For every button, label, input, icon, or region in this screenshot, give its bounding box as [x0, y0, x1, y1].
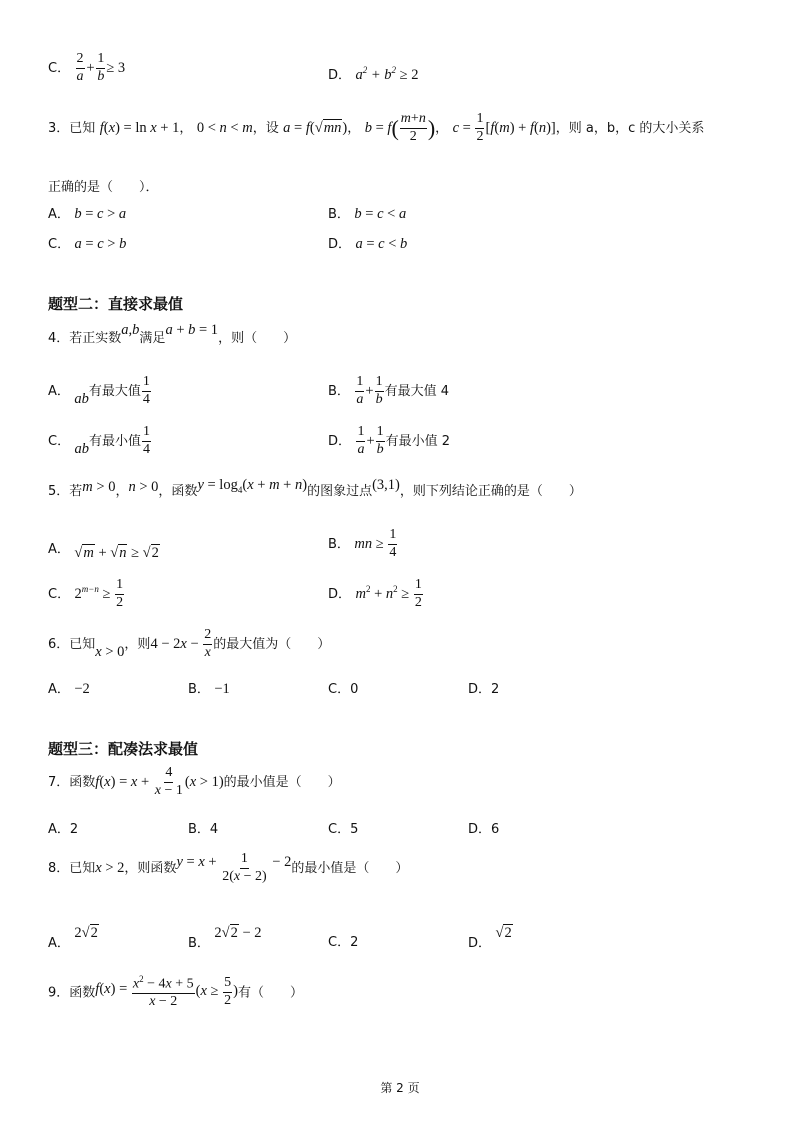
option-value: 2	[350, 935, 359, 950]
stem-text: 函数	[69, 775, 96, 791]
q3-option-d	[328, 233, 407, 253]
stem-text: ，则下列结论正确的是（ ）	[399, 484, 582, 499]
fraction: $\frac{1}{4}$	[143, 424, 151, 457]
option-text: 有最大值	[88, 384, 141, 400]
c-def: c =	[452, 120, 475, 137]
option-label: C．	[328, 822, 351, 837]
q3-option-b	[328, 203, 406, 223]
option-value: 2	[69, 822, 79, 837]
q4-option-a	[48, 375, 152, 407]
option-value: 0	[350, 682, 359, 697]
option-value: −2	[74, 681, 90, 697]
stem-text: 若正实数	[69, 331, 122, 346]
stem-text: ，函数	[158, 484, 198, 499]
option-value: 6	[491, 822, 500, 837]
function-def: f(x) =	[95, 980, 131, 997]
stem-text: ，则	[124, 637, 151, 653]
q7-option-d	[468, 818, 499, 837]
option-label: C．	[48, 434, 71, 450]
option-label: A．	[48, 207, 70, 222]
stem-text: 若	[69, 484, 83, 499]
fraction: $\frac{1}{a}$	[356, 374, 364, 407]
math-expr: a,b	[121, 322, 140, 338]
option-text: 有最大值 4	[384, 384, 449, 400]
q5-option-a	[48, 538, 160, 561]
stem-text: ，设	[252, 121, 279, 137]
question-number: 4．	[48, 331, 70, 346]
q6-option-b	[188, 678, 230, 698]
math-expr: mn ≥	[354, 536, 388, 553]
option-value: 2	[491, 682, 500, 697]
q5-option-b	[328, 528, 398, 560]
math-expr: $a^2 + b^2 \ge 2$	[355, 65, 419, 83]
q9-stem: 9．函数f(x) = $\frac{x^2 - 4x + 5}{x - 2}$ (x ≥ $\frac{5}{2}$ )有（ ）	[48, 974, 303, 1010]
option-label: A．	[48, 542, 70, 557]
condition: m > 0	[82, 479, 116, 495]
q8-option-d	[468, 922, 513, 951]
a-def: a = f(√mn)	[283, 120, 348, 137]
math-expr: b = c > a	[74, 206, 127, 222]
option-value: 4	[209, 822, 219, 837]
math-expr: ab	[74, 441, 90, 458]
fraction: $\frac{2}{x}$	[204, 627, 212, 660]
question-number: 5．	[48, 484, 70, 499]
fraction: $\frac{1}{2}$	[414, 577, 422, 610]
math-expr: √m + √n ≥ √2	[74, 545, 159, 561]
option-text: 有最小值	[89, 434, 142, 450]
q6-option-c	[328, 678, 358, 697]
fraction: $\frac{4}{x - 1}$	[154, 765, 183, 798]
option-label: D．	[328, 587, 352, 603]
q5-stem	[48, 477, 582, 501]
option-label: A．	[48, 936, 70, 951]
question-number: 9．	[48, 985, 70, 1001]
q7-stem: 7．函数f(x) = x + $\frac{4}{x - 1}$ (x > 1)的最小值是（ ）	[48, 765, 341, 798]
function-def: y = x +	[176, 854, 221, 871]
condition: 0 < n < m	[196, 120, 253, 137]
math-expr: b = c < a	[354, 206, 407, 222]
fraction: $\frac{2}{a}$	[76, 51, 84, 84]
stem-text: 的最小值是（ ）	[223, 775, 341, 791]
math-expr: 2√2	[74, 925, 98, 941]
condition: x > 2	[95, 860, 125, 877]
fraction: $\frac{1}{2}$	[476, 111, 484, 144]
section-heading: 题型三：配凑法求最值	[48, 740, 199, 758]
function-def: $y = \log_4(x + m + n)$	[197, 477, 308, 495]
stem-text: ，则函数	[124, 861, 177, 877]
stem-text: ，	[179, 121, 193, 137]
stem-text: 的最大值为（ ）	[213, 637, 331, 653]
option-label: A．	[48, 384, 70, 400]
function-def: f(x) = ln x + 1	[99, 120, 180, 137]
q5-option-d	[328, 578, 424, 610]
fraction: $\frac{1}{b}$	[375, 374, 383, 407]
stem-text: 已知	[69, 121, 96, 137]
q6-stem	[48, 628, 330, 660]
fraction: $\frac{1}{b}$	[376, 424, 384, 457]
stem-text: 的最小值是（ ）	[291, 861, 409, 877]
option-label: B．	[328, 384, 350, 400]
fraction: $\frac{m+n}{2}$	[400, 111, 426, 144]
option-value: −1	[214, 681, 230, 697]
q2-option-c: C． $\frac{2}{a}$ + $\frac{1}{b}$ ≥ 3	[48, 51, 126, 84]
condition: n > 0	[128, 479, 159, 495]
option-label: D．	[328, 68, 352, 83]
stem-text: 正确的是（ ）．	[48, 180, 159, 195]
math-expr: ab	[74, 391, 89, 408]
option-text: 有最小值 2	[385, 434, 451, 450]
fraction: $\frac{5}{2}$	[224, 975, 232, 1009]
fraction: $\frac{1}{2(x - 2)}$	[222, 851, 267, 884]
q4-option-d: D． $\frac{1}{a}$ + $\frac{1}{b}$ 有最小值 2	[328, 424, 451, 457]
option-label: C．	[48, 237, 71, 252]
q8-option-a	[48, 922, 99, 951]
q6-option-d	[468, 678, 499, 697]
function-def: f(x) = x +	[95, 774, 153, 791]
question-number: 8．	[48, 861, 70, 877]
stem-text: 已知	[69, 861, 96, 877]
q8-option-c	[328, 931, 358, 950]
q6-option-a	[48, 678, 90, 698]
option-label: C．	[328, 682, 351, 697]
question-number: 3．	[48, 121, 70, 137]
fraction: $\frac{1}{4}$	[142, 374, 150, 407]
option-label: D．	[468, 682, 492, 697]
option-label: B．	[188, 936, 210, 951]
stem-text: ，则（ ）	[218, 331, 297, 346]
q2-option-d	[328, 64, 418, 84]
option-label: A．	[48, 822, 70, 837]
option-value: 5	[350, 822, 359, 837]
option-label: D．	[328, 434, 352, 450]
option-label: B．	[328, 537, 350, 553]
q8-option-b	[188, 922, 262, 951]
math-expr: a = c > b	[74, 236, 127, 252]
stem-text: ，则 a，b，c 的大小关系	[555, 121, 705, 137]
condition: a + b = 1	[165, 322, 219, 338]
q4-option-c	[48, 425, 152, 457]
option-label: A．	[48, 682, 70, 697]
option-label: D．	[468, 936, 492, 951]
fraction: $\frac{1}{b}$	[97, 51, 105, 84]
stem-text: 有（ ）	[237, 985, 303, 1001]
fraction: $\frac{1}{2}$	[116, 577, 124, 610]
stem-text: 满足	[139, 331, 166, 346]
q4-option-b: B． $\frac{1}{a}$ + $\frac{1}{b}$ 有最大值 4	[328, 374, 449, 407]
stem-text: 函数	[69, 985, 96, 1001]
math-expr: 4 − 2x −	[150, 636, 203, 653]
option-label: B．	[188, 682, 210, 697]
fraction: $\frac{1}{a}$	[357, 424, 365, 457]
q4-stem	[48, 322, 297, 347]
condition: x > 0	[95, 644, 125, 661]
option-label: B．	[328, 207, 350, 222]
option-label: C．	[48, 587, 71, 603]
fraction: $\frac{x^2 - 4x + 5}{x - 2}$	[132, 974, 194, 1010]
stem-text: ，	[115, 484, 129, 499]
q5-option-c	[48, 578, 125, 610]
stem-text: 已知	[69, 637, 96, 653]
fraction: $\frac{1}{4}$	[389, 527, 397, 560]
math-expr: a = c < b	[355, 236, 408, 252]
q8-stem: 8．已知x > 2，则函数y = x + $\frac{1}{2(x - 2)}$ − 2的最小值是（ ）	[48, 851, 409, 884]
q7-option-a	[48, 818, 78, 837]
point: (3,1)	[372, 477, 400, 493]
math-expr: $m^2 + n^2$ ≥	[355, 584, 413, 603]
page-number: 第 2 页	[380, 1081, 420, 1095]
math-expr: $2^{m-n}$ ≥	[74, 584, 115, 603]
q3-option-c	[48, 233, 126, 253]
stem-text: 的图象过点	[307, 484, 373, 499]
q7-option-c	[328, 818, 358, 837]
question-number: 6．	[48, 637, 70, 653]
option-label: D．	[328, 237, 352, 252]
q7-option-b	[188, 818, 218, 837]
section-heading: 题型二：直接求最值	[48, 295, 184, 313]
q3-option-a	[48, 203, 126, 223]
math-expr: 2√2 − 2	[214, 925, 262, 941]
option-label: B．	[188, 822, 210, 837]
option-label: D．	[468, 822, 492, 837]
option-label: C．	[48, 61, 71, 77]
option-label: C．	[328, 935, 351, 950]
q3-stem: 3．已知 f(x) = ln x + 1， 0 < n < m，设 a = f(√mn)， b = f( $\frac{m+n}{2}$ )， c = $\frac{1}{2}$ [f(m) + f(n)]，则 a，b，c 的大小关系	[48, 111, 705, 144]
b-def: b = f(	[364, 115, 399, 141]
math-expr: √2	[495, 925, 512, 941]
question-number: 7．	[48, 775, 70, 791]
